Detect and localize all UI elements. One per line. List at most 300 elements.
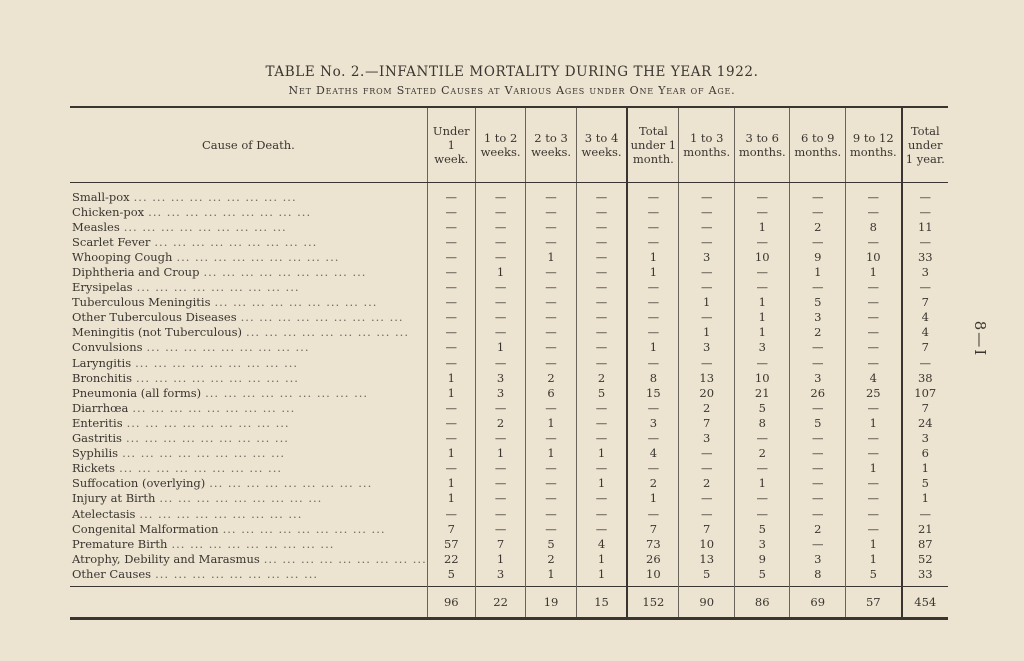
value-cell: 1 <box>846 415 902 430</box>
value-cell: — <box>475 280 525 295</box>
value-cell: — <box>902 204 948 219</box>
value-cell: 9 <box>734 551 790 566</box>
value-cell: — <box>627 461 679 476</box>
leader-dots: ... ... ... ... ... ... ... ... ... <box>209 476 373 491</box>
value-cell: — <box>846 295 902 310</box>
table-row <box>70 400 948 415</box>
value-cell: 8 <box>734 415 790 430</box>
value-cell: — <box>427 295 475 310</box>
value-cell: — <box>576 340 627 355</box>
value-cell: 52 <box>902 551 948 566</box>
leader-dots: ... ... ... ... ... ... ... ... ... <box>136 280 300 295</box>
value-cell: — <box>902 355 948 370</box>
leader-dots: ... ... ... ... ... ... ... ... ... <box>171 536 335 551</box>
cause-cell <box>70 280 427 295</box>
value-cell: 1 <box>526 566 576 587</box>
value-cell: 1 <box>627 491 679 506</box>
value-cell: — <box>679 310 735 325</box>
table-row <box>70 551 948 566</box>
value-cell: 3 <box>734 340 790 355</box>
value-cell: — <box>427 461 475 476</box>
cause-label: Atrophy, Debility and Marasmus <box>72 552 264 566</box>
value-cell: 3 <box>475 385 525 400</box>
cause-cell <box>70 431 427 446</box>
cause-cell <box>70 536 427 551</box>
table-row <box>70 415 948 430</box>
value-cell: 7 <box>679 415 735 430</box>
leader-dots: ... ... ... ... ... ... ... ... ... <box>176 249 340 264</box>
value-cell: 3 <box>734 536 790 551</box>
value-cell: — <box>576 264 627 279</box>
value-cell: 3 <box>679 249 735 264</box>
cause-label: Diarrhœa <box>72 401 132 415</box>
table-row <box>70 491 948 506</box>
totals-row <box>70 587 948 619</box>
value-cell: — <box>846 506 902 521</box>
value-cell: — <box>902 234 948 249</box>
value-cell: 1 <box>902 461 948 476</box>
table-row <box>70 295 948 310</box>
value-cell: 10 <box>734 370 790 385</box>
cause-cell <box>70 310 427 325</box>
value-cell: 6 <box>902 446 948 461</box>
value-cell: — <box>576 491 627 506</box>
value-cell: — <box>526 400 576 415</box>
value-cell: 1 <box>679 295 735 310</box>
value-cell: — <box>475 295 525 310</box>
value-cell: 1 <box>734 219 790 234</box>
value-cell: — <box>790 400 846 415</box>
value-cell: — <box>734 355 790 370</box>
value-cell: 2 <box>475 415 525 430</box>
value-cell: — <box>679 234 735 249</box>
value-cell: — <box>576 521 627 536</box>
value-cell: — <box>627 280 679 295</box>
cause-cell <box>70 183 427 205</box>
cause-label: Convulsions <box>72 340 147 354</box>
column-header: Total under 1 year. <box>902 107 948 183</box>
value-cell: 1 <box>526 415 576 430</box>
value-cell: — <box>790 355 846 370</box>
cause-cell <box>70 295 427 310</box>
cause-cell <box>70 370 427 385</box>
cause-cell <box>70 551 427 566</box>
value-cell: — <box>790 234 846 249</box>
cause-cell <box>70 249 427 264</box>
value-cell: — <box>902 183 948 205</box>
value-cell: 11 <box>902 219 948 234</box>
value-cell: 7 <box>902 340 948 355</box>
cause-cell <box>70 355 427 370</box>
value-cell: 3 <box>902 431 948 446</box>
total-cell: 22 <box>475 587 525 619</box>
value-cell: 3 <box>627 415 679 430</box>
value-cell: 5 <box>790 295 846 310</box>
value-cell: — <box>475 310 525 325</box>
value-cell: 4 <box>576 536 627 551</box>
value-cell: 2 <box>526 370 576 385</box>
value-cell: — <box>790 204 846 219</box>
column-header: Under 1 week. <box>427 107 475 183</box>
cause-cell <box>70 476 427 491</box>
value-cell: — <box>734 234 790 249</box>
value-cell: — <box>846 325 902 340</box>
value-cell: — <box>734 491 790 506</box>
value-cell: 1 <box>427 385 475 400</box>
value-cell: 1 <box>475 551 525 566</box>
value-cell: — <box>526 491 576 506</box>
value-cell: — <box>679 264 735 279</box>
leader-dots: ... ... ... ... ... ... ... ... ... <box>148 204 312 219</box>
total-cell: 19 <box>526 587 576 619</box>
value-cell: — <box>526 295 576 310</box>
value-cell: 5 <box>526 536 576 551</box>
value-cell: — <box>475 491 525 506</box>
value-cell: — <box>846 310 902 325</box>
total-cell: 96 <box>427 587 475 619</box>
value-cell: 1 <box>734 295 790 310</box>
value-cell: — <box>790 280 846 295</box>
value-cell: 1 <box>427 491 475 506</box>
value-cell: — <box>427 431 475 446</box>
value-cell: — <box>576 506 627 521</box>
cause-label: Premature Birth <box>72 537 171 551</box>
value-cell: — <box>526 521 576 536</box>
column-header: 1 to 2 weeks. <box>475 107 525 183</box>
value-cell: — <box>427 400 475 415</box>
value-cell: 1 <box>846 536 902 551</box>
value-cell: 3 <box>475 370 525 385</box>
cause-header: Cause of Death. <box>70 107 427 183</box>
value-cell: 1 <box>734 310 790 325</box>
column-header: 2 to 3 weeks. <box>526 107 576 183</box>
value-cell: — <box>526 476 576 491</box>
value-cell: 5 <box>679 566 735 587</box>
cause-label: Other Causes <box>72 567 155 581</box>
cause-cell <box>70 400 427 415</box>
value-cell: 7 <box>902 400 948 415</box>
cause-label: Bronchitis <box>72 371 136 385</box>
value-cell: — <box>790 476 846 491</box>
value-cell: — <box>627 325 679 340</box>
cause-cell <box>70 446 427 461</box>
value-cell: 10 <box>627 566 679 587</box>
table-row <box>70 183 948 205</box>
value-cell: — <box>846 355 902 370</box>
value-cell: 3 <box>790 551 846 566</box>
total-cell: 69 <box>790 587 846 619</box>
value-cell: — <box>846 521 902 536</box>
table-row <box>70 340 948 355</box>
table-subtitle: Net Deaths from Stated Causes at Various Ages under One Year of Age. <box>288 84 736 97</box>
leader-dots: ... ... ... ... ... ... ... ... ... <box>136 370 299 385</box>
value-cell: — <box>526 280 576 295</box>
cause-cell <box>70 506 427 521</box>
column-header: 3 to 4 weeks. <box>576 107 627 183</box>
value-cell: — <box>475 461 525 476</box>
total-cell: 152 <box>627 587 679 619</box>
value-cell: 1 <box>576 566 627 587</box>
table-row <box>70 476 948 491</box>
value-cell: — <box>475 234 525 249</box>
value-cell: 1 <box>627 264 679 279</box>
value-cell: — <box>427 234 475 249</box>
value-cell: — <box>679 491 735 506</box>
value-cell: 5 <box>427 566 475 587</box>
value-cell: — <box>627 506 679 521</box>
value-cell: 33 <box>902 249 948 264</box>
value-cell: — <box>846 476 902 491</box>
side-page-label: 8—I <box>971 320 990 358</box>
value-cell: 2 <box>679 400 735 415</box>
value-cell: — <box>627 204 679 219</box>
value-cell: 1 <box>475 446 525 461</box>
table-row <box>70 370 948 385</box>
value-cell: 7 <box>679 521 735 536</box>
value-cell: 7 <box>627 521 679 536</box>
value-cell: 26 <box>627 551 679 566</box>
value-cell: 1 <box>846 551 902 566</box>
value-cell: 2 <box>790 521 846 536</box>
value-cell: 13 <box>679 370 735 385</box>
cause-label: Laryngitis <box>72 356 135 370</box>
cause-cell <box>70 204 427 219</box>
table-row <box>70 280 948 295</box>
cause-cell <box>70 461 427 476</box>
cause-label: Gastritis <box>72 431 126 445</box>
cause-cell <box>70 234 427 249</box>
value-cell: — <box>475 400 525 415</box>
value-cell: — <box>427 325 475 340</box>
value-cell: — <box>526 219 576 234</box>
value-cell: — <box>427 219 475 234</box>
cause-cell <box>70 415 427 430</box>
value-cell: 25 <box>846 385 902 400</box>
table-row <box>70 536 948 551</box>
value-cell: — <box>427 280 475 295</box>
value-cell: — <box>627 219 679 234</box>
total-cell: 15 <box>576 587 627 619</box>
table-row <box>70 446 948 461</box>
cause-label: Syphilis <box>72 446 122 460</box>
cause-label: Injury at Birth <box>72 491 159 505</box>
value-cell: — <box>627 400 679 415</box>
value-cell: — <box>475 431 525 446</box>
leader-dots: ... ... ... ... ... ... ... ... ... <box>135 355 299 370</box>
table-row <box>70 234 948 249</box>
total-cell: 90 <box>679 587 735 619</box>
table-row <box>70 506 948 521</box>
table-row <box>70 264 948 279</box>
value-cell: — <box>846 234 902 249</box>
table-row <box>70 566 948 587</box>
value-cell: 73 <box>627 536 679 551</box>
value-cell: — <box>627 355 679 370</box>
cause-cell <box>70 340 427 355</box>
cause-label: Pneumonia (all forms) <box>72 386 205 400</box>
value-cell: 3 <box>475 566 525 587</box>
value-cell: 2 <box>790 325 846 340</box>
cause-cell <box>70 566 427 587</box>
value-cell: — <box>427 264 475 279</box>
value-cell: — <box>846 431 902 446</box>
value-cell: 2 <box>576 370 627 385</box>
value-cell: — <box>475 204 525 219</box>
value-cell: — <box>475 249 525 264</box>
column-header: 3 to 6 months. <box>734 107 790 183</box>
value-cell: — <box>576 234 627 249</box>
table-row <box>70 249 948 264</box>
value-cell: — <box>627 310 679 325</box>
column-header: Total under 1 month. <box>627 107 679 183</box>
value-cell: 13 <box>679 551 735 566</box>
column-header: 1 to 3 months. <box>679 107 735 183</box>
value-cell: — <box>576 461 627 476</box>
value-cell: — <box>427 310 475 325</box>
total-cell: 454 <box>902 587 948 619</box>
value-cell: 5 <box>576 385 627 400</box>
value-cell: 38 <box>902 370 948 385</box>
value-cell: 5 <box>734 521 790 536</box>
value-cell: 15 <box>627 385 679 400</box>
value-cell: 7 <box>475 536 525 551</box>
value-cell: 2 <box>526 551 576 566</box>
value-cell: — <box>627 183 679 205</box>
value-cell: — <box>790 491 846 506</box>
leader-dots: ... ... ... ... ... ... ... ... ... <box>119 461 283 476</box>
column-header: 6 to 9 months. <box>790 107 846 183</box>
value-cell: 26 <box>790 385 846 400</box>
value-cell: 5 <box>902 476 948 491</box>
value-cell: 22 <box>427 551 475 566</box>
leader-dots: ... ... ... ... ... ... ... ... ... <box>222 521 386 536</box>
value-cell: — <box>734 431 790 446</box>
value-cell: — <box>526 325 576 340</box>
leader-dots: ... ... ... ... ... ... ... ... ... <box>123 219 287 234</box>
leader-dots: ... ... ... ... ... ... ... ... ... <box>246 325 409 340</box>
value-cell: 1 <box>627 249 679 264</box>
cause-label: Enteritis <box>72 416 127 430</box>
value-cell: 21 <box>734 385 790 400</box>
value-cell: 1 <box>475 340 525 355</box>
cause-label: Tuberculous Meningitis <box>72 295 214 309</box>
value-cell: 1 <box>734 476 790 491</box>
leader-dots: ... ... ... ... ... ... ... ... ... <box>154 234 318 249</box>
column-header: 9 to 12 months. <box>846 107 902 183</box>
value-cell: — <box>627 431 679 446</box>
cause-cell <box>70 219 427 234</box>
value-cell: 4 <box>627 446 679 461</box>
cause-cell <box>70 521 427 536</box>
leader-dots: ... ... ... ... ... ... ... ... ... <box>263 551 427 566</box>
value-cell: — <box>526 310 576 325</box>
value-cell: — <box>475 183 525 205</box>
value-cell: 1 <box>427 446 475 461</box>
value-cell: — <box>526 183 576 205</box>
value-cell: 4 <box>902 325 948 340</box>
value-cell: — <box>790 446 846 461</box>
value-cell: — <box>576 219 627 234</box>
value-cell: — <box>427 249 475 264</box>
value-cell: — <box>734 506 790 521</box>
table-row <box>70 355 948 370</box>
value-cell: 3 <box>790 310 846 325</box>
value-cell: 1 <box>790 264 846 279</box>
cause-label: Rickets <box>72 461 119 475</box>
cause-cell <box>70 325 427 340</box>
value-cell: — <box>526 461 576 476</box>
value-cell: — <box>526 355 576 370</box>
value-cell: — <box>846 183 902 205</box>
value-cell: 57 <box>427 536 475 551</box>
value-cell: 87 <box>902 536 948 551</box>
value-cell: 4 <box>902 310 948 325</box>
value-cell: — <box>576 431 627 446</box>
value-cell: — <box>576 183 627 205</box>
value-cell: — <box>576 310 627 325</box>
value-cell: 1 <box>734 325 790 340</box>
value-cell: — <box>679 219 735 234</box>
cause-label: Whooping Cough <box>72 250 176 264</box>
value-cell: — <box>734 183 790 205</box>
value-cell: — <box>576 400 627 415</box>
value-cell: 7 <box>427 521 475 536</box>
value-cell: — <box>427 340 475 355</box>
leader-dots: ... ... ... ... ... ... ... ... ... <box>132 400 296 415</box>
value-cell: 8 <box>627 370 679 385</box>
value-cell: — <box>679 183 735 205</box>
value-cell: — <box>427 183 475 205</box>
table-row <box>70 521 948 536</box>
value-cell: — <box>846 280 902 295</box>
value-cell: 5 <box>734 566 790 587</box>
value-cell: 9 <box>790 249 846 264</box>
value-cell: — <box>427 204 475 219</box>
cause-cell <box>70 385 427 400</box>
value-cell: 5 <box>790 415 846 430</box>
value-cell: 1 <box>679 325 735 340</box>
value-cell: — <box>526 264 576 279</box>
value-cell: — <box>790 536 846 551</box>
value-cell: 2 <box>790 219 846 234</box>
value-cell: 1 <box>846 461 902 476</box>
leader-dots: ... ... ... ... ... ... ... ... ... <box>203 265 367 280</box>
value-cell: 5 <box>734 400 790 415</box>
leader-dots: ... ... ... ... ... ... ... ... ... <box>125 431 289 446</box>
cause-label: Meningitis (not Tuberculous) <box>72 325 246 339</box>
leader-dots: ... ... ... ... ... ... ... ... ... <box>146 340 310 355</box>
value-cell: — <box>734 264 790 279</box>
cause-label: Small-pox <box>72 190 134 204</box>
table-row <box>70 461 948 476</box>
value-cell: — <box>475 325 525 340</box>
value-cell: 10 <box>734 249 790 264</box>
value-cell: 10 <box>846 249 902 264</box>
value-cell: 2 <box>679 476 735 491</box>
leader-dots: ... ... ... ... ... ... ... ... ... <box>122 446 286 461</box>
cause-label: Scarlet Fever <box>72 235 154 249</box>
value-cell: — <box>679 355 735 370</box>
value-cell: — <box>576 325 627 340</box>
value-cell: — <box>846 340 902 355</box>
table-title: TABLE No. 2.—INFANTILE MORTALITY DURING THE YEAR 1922. <box>265 64 759 80</box>
cause-label: Other Tuberculous Diseases <box>72 310 241 324</box>
value-cell: 3 <box>679 340 735 355</box>
value-cell: 3 <box>679 431 735 446</box>
value-cell: — <box>846 491 902 506</box>
value-cell: — <box>576 249 627 264</box>
value-cell: 21 <box>902 521 948 536</box>
